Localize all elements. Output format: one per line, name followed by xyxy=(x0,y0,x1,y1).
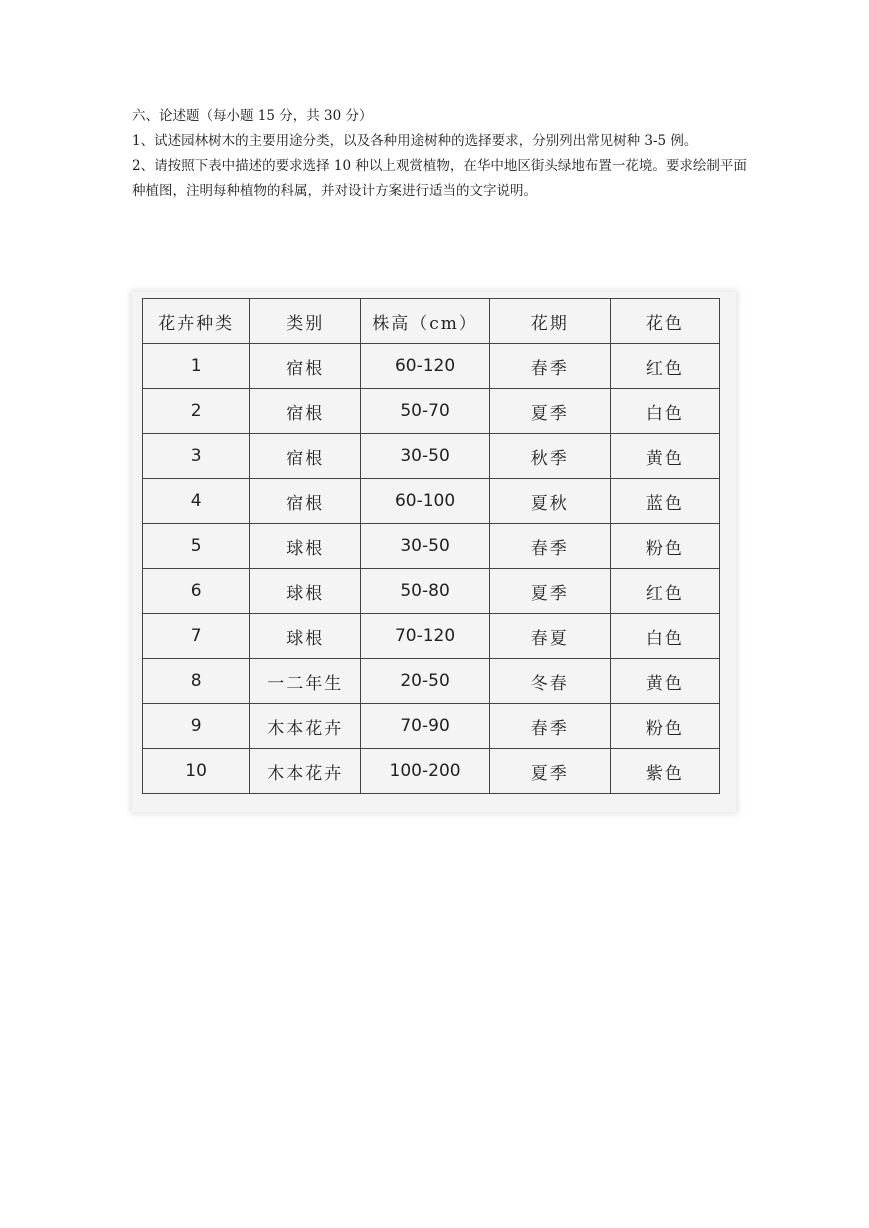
flower-table xyxy=(142,298,720,794)
table-row xyxy=(143,524,720,569)
table-row xyxy=(143,479,720,524)
cell-number: 4 xyxy=(143,479,250,524)
cell-number: 10 xyxy=(143,749,250,794)
cell-color: 白色 xyxy=(610,389,719,434)
table-row xyxy=(143,344,720,389)
cell-color: 紫色 xyxy=(610,749,719,794)
cell-height: 60-100 xyxy=(361,479,489,524)
cell-bloom-period: 夏季 xyxy=(489,569,610,614)
question-1: 1、试述园林树木的主要用途分类，以及各种用途树种的选择要求，分别列出常见树种 3-5 例。 xyxy=(132,133,698,149)
cell-number: 1 xyxy=(143,344,250,389)
header-flower-color: 花色 xyxy=(610,299,719,344)
table-header-row xyxy=(143,299,720,344)
cell-height: 60-120 xyxy=(361,344,489,389)
question-2: 2、请按照下表中描述的要求选择 10 种以上观赏植物，在华中地区街头绿地布置一花境。要求绘制平面种植图，注明每种植物的科属，并对设计方案进行适当的文字说明。 xyxy=(132,158,747,199)
cell-bloom-period: 春季 xyxy=(489,524,610,569)
cell-category: 木本花卉 xyxy=(250,749,361,794)
cell-height: 20-50 xyxy=(361,659,489,704)
table-body xyxy=(143,344,720,794)
table-row xyxy=(143,749,720,794)
cell-color: 黄色 xyxy=(610,434,719,479)
cell-bloom-period: 春季 xyxy=(489,344,610,389)
cell-bloom-period: 春夏 xyxy=(489,614,610,659)
header-height: 株高（cm） xyxy=(361,299,489,344)
table-row xyxy=(143,704,720,749)
cell-number: 6 xyxy=(143,569,250,614)
question-section xyxy=(132,104,752,204)
cell-height: 30-50 xyxy=(361,434,489,479)
cell-bloom-period: 夏季 xyxy=(489,389,610,434)
cell-number: 3 xyxy=(143,434,250,479)
cell-category: 一二年生 xyxy=(250,659,361,704)
cell-color: 蓝色 xyxy=(610,479,719,524)
cell-color: 粉色 xyxy=(610,524,719,569)
cell-category: 宿根 xyxy=(250,434,361,479)
table-row xyxy=(143,614,720,659)
cell-height: 30-50 xyxy=(361,524,489,569)
cell-height: 50-70 xyxy=(361,389,489,434)
cell-height: 100-200 xyxy=(361,749,489,794)
cell-category: 木本花卉 xyxy=(250,704,361,749)
cell-height: 70-120 xyxy=(361,614,489,659)
section-heading: 六、论述题（每小题 15 分，共 30 分） xyxy=(132,108,373,124)
cell-category: 宿根 xyxy=(250,479,361,524)
cell-color: 黄色 xyxy=(610,659,719,704)
cell-number: 7 xyxy=(143,614,250,659)
cell-bloom-period: 春季 xyxy=(489,704,610,749)
cell-color: 红色 xyxy=(610,569,719,614)
table-row xyxy=(143,659,720,704)
cell-color: 粉色 xyxy=(610,704,719,749)
cell-color: 白色 xyxy=(610,614,719,659)
table-row xyxy=(143,434,720,479)
flower-table-image xyxy=(132,292,736,812)
cell-category: 球根 xyxy=(250,524,361,569)
cell-bloom-period: 夏季 xyxy=(489,749,610,794)
cell-category: 球根 xyxy=(250,569,361,614)
cell-number: 8 xyxy=(143,659,250,704)
header-bloom-period: 花期 xyxy=(489,299,610,344)
cell-bloom-period: 夏秋 xyxy=(489,479,610,524)
header-flower-type: 花卉种类 xyxy=(143,299,250,344)
header-category: 类别 xyxy=(250,299,361,344)
cell-height: 70-90 xyxy=(361,704,489,749)
cell-color: 红色 xyxy=(610,344,719,389)
cell-number: 5 xyxy=(143,524,250,569)
cell-category: 球根 xyxy=(250,614,361,659)
table-row xyxy=(143,389,720,434)
cell-number: 9 xyxy=(143,704,250,749)
cell-height: 50-80 xyxy=(361,569,489,614)
cell-category: 宿根 xyxy=(250,389,361,434)
cell-number: 2 xyxy=(143,389,250,434)
cell-bloom-period: 冬春 xyxy=(489,659,610,704)
cell-category: 宿根 xyxy=(250,344,361,389)
table-row xyxy=(143,569,720,614)
cell-bloom-period: 秋季 xyxy=(489,434,610,479)
